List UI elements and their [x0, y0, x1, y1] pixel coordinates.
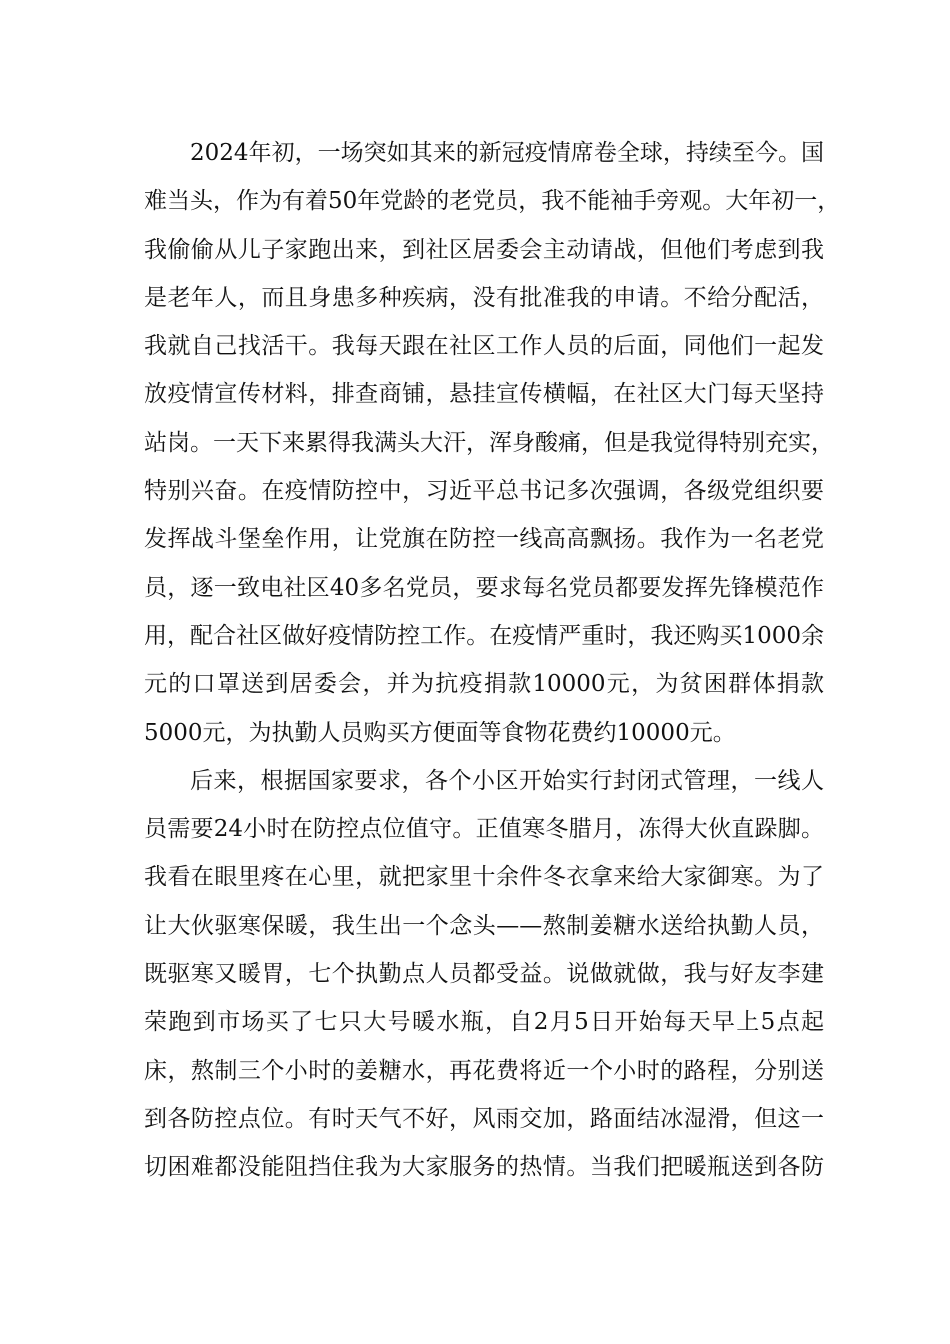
document-body	[144, 133, 841, 1196]
paragraph-1-line-1: 2024年初，一场突如其来的新冠疫情席卷全球，持续至今。国	[190, 140, 824, 166]
paragraph-2-line-1: 后来，根据国家要求，各个小区开始实行封闭式管理，一线人	[190, 767, 824, 794]
paragraph-2-line-6: 荣跑到市场买了七只大号暖水瓶，自2月5日开始每天早上5点起	[144, 1009, 824, 1036]
paragraph-1-line-8: 特别兴奋。在疫情防控中，习近平总书记多次强调，各级党组织要	[144, 478, 824, 505]
paragraph-2-line-3: 我看在眼里疼在心里，就把家里十余件冬衣拿来给大家御寒。为了	[144, 864, 824, 891]
paragraph-2-line-8: 到各防控点位。有时天气不好，风雨交加，路面结冰湿滑，但这一	[144, 1105, 824, 1132]
paragraph-2-line-5: 既驱寒又暖胃，七个执勤点人员都受益。说做就做，我与好友李建	[144, 961, 824, 988]
paragraph-1-line-5: 我就自己找活干。我每天跟在社区工作人员的后面，同他们一起发	[144, 333, 824, 360]
paragraph-1-line-3: 我偷偷从儿子家跑出来，到社区居委会主动请战，但他们考虑到我	[144, 236, 824, 263]
paragraph-1-line-4: 是老年人，而且身患多种疾病，没有批准我的申请。不给分配活，	[144, 284, 824, 311]
paragraph-2-line-2: 员需要24小时在防控点位值守。正值寒冬腊月，冻得大伙直跺脚。	[144, 816, 824, 843]
paragraph-2-line-7: 床，熬制三个小时的姜糖水，再花费将近一个小时的路程，分别送	[144, 1057, 824, 1084]
paragraph-2-line-4: 让大伙驱寒保暖，我生出一个念头——熬制姜糖水送给执勤人员，	[144, 912, 824, 939]
paragraph-2-line-9: 切困难都没能阻挡住我为大家服务的热情。当我们把暖瓶送到各防	[144, 1154, 824, 1181]
paragraph-1-line-9: 发挥战斗堡垒作用，让党旗在防控一线高高飘扬。我作为一名老党	[144, 526, 824, 553]
paragraph-1-line-2: 难当头，作为有着50年党龄的老党员，我不能袖手旁观。大年初一，	[144, 188, 841, 215]
paragraph-1-line-10: 员，逐一致电社区40多名党员，要求每名党员都要发挥先锋模范作	[144, 574, 824, 601]
paragraph-1-line-7: 站岗。一天下来累得我满头大汗，浑身酸痛，但是我觉得特别充实，	[144, 429, 834, 456]
paragraph-1-line-11: 用，配合社区做好疫情防控工作。在疫情严重时，我还购买1000余	[144, 622, 824, 649]
paragraph-1-line-6: 放疫情宣传材料，排查商铺，悬挂宣传横幅，在社区大门每天坚持	[144, 381, 824, 408]
paragraph-1-line-13: 5000元，为执勤人员购买方便面等食物花费约10000元。	[144, 719, 736, 746]
paragraph-1-line-12: 元的口罩送到居委会，并为抗疫捐款10000元，为贫困群体捐款	[144, 671, 824, 698]
